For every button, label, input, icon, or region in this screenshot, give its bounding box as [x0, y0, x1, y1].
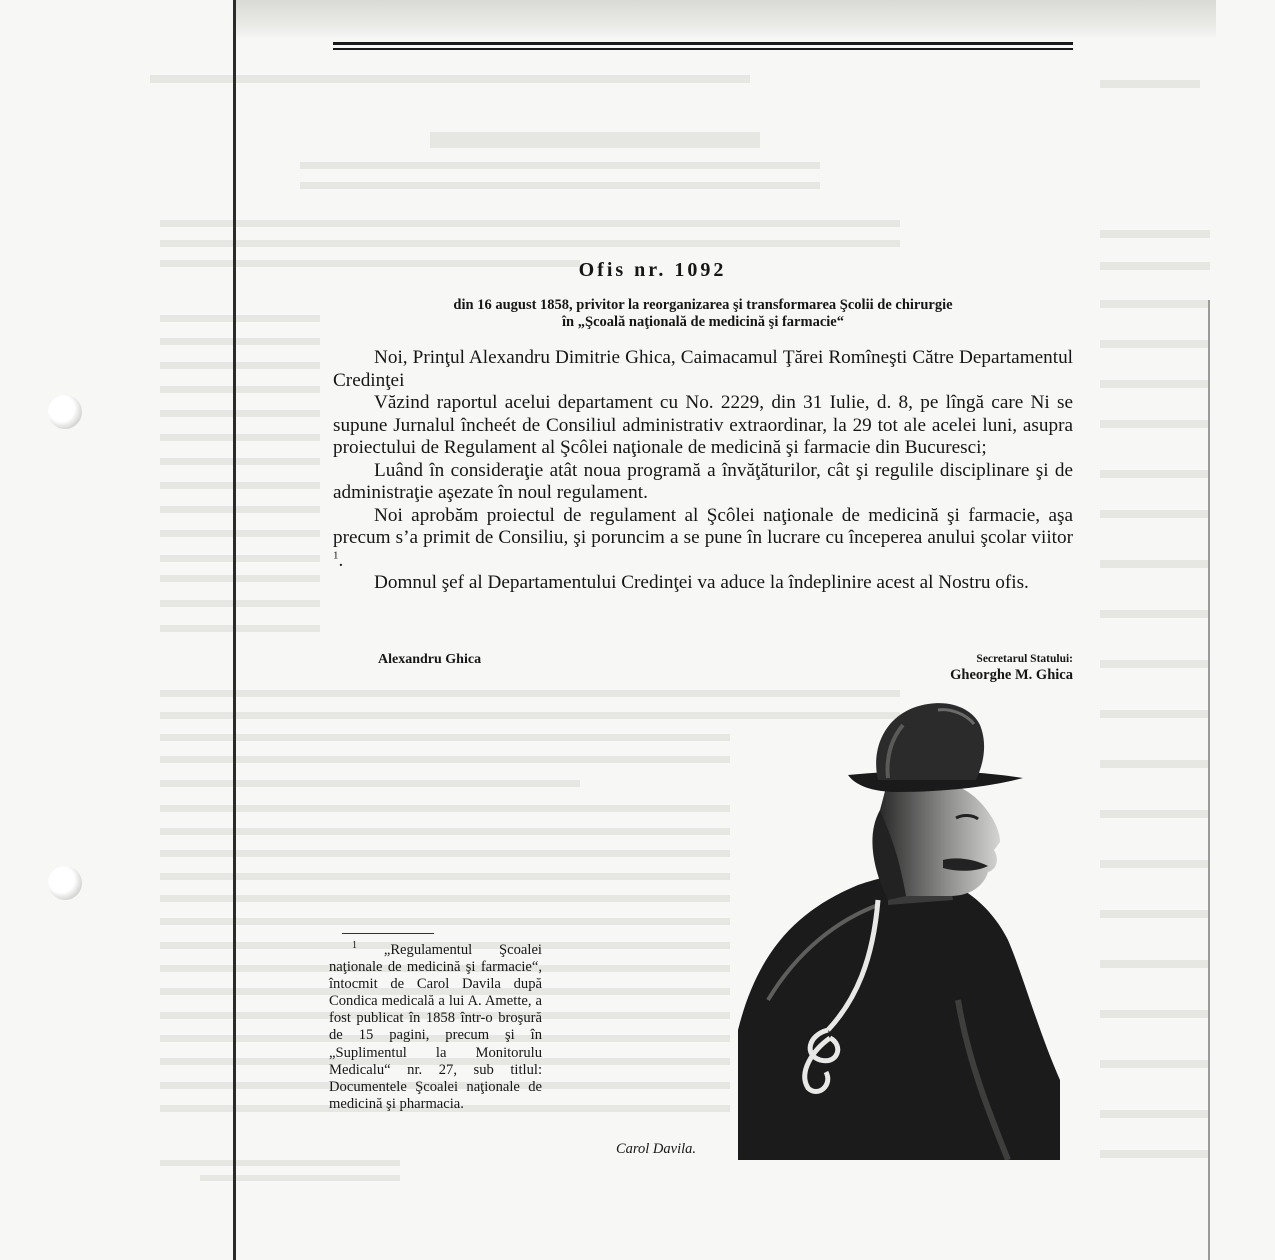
subtitle-line-2: în „Şcoală naţională de medicină şi farmacie“ [562, 314, 844, 330]
document-subtitle [333, 297, 1073, 331]
header-double-rule [333, 42, 1073, 45]
decree-body [333, 347, 1073, 595]
paragraph-2: Văzind raportul acelui departament cu No. 2229, din 31 Iulie, d. 8, pe lîngă care Ni se supune Jurnalul încheét de Consiliul administrativ extraordinar, la 29 tot ale acelei luni, asupra proiectului de Regulament al Şcôlei naţionale de medicină şi farmacie din Bucuresci; [333, 392, 1073, 458]
footnote-marker: 1 [352, 940, 357, 952]
punch-hole-upper [48, 395, 82, 429]
subtitle-line-1: din 16 august 1858, privitor la reorganizarea şi transformarea Şcolii de chirurgie [453, 297, 953, 313]
page-edge-line [1208, 300, 1210, 1260]
paragraph-3: Luând în consideraţie atât noua programă a învăţăturilor, cât şi regulile disciplinare şi de administraţie aşezate în noul regulament. [333, 459, 1073, 503]
footnote-reference: 1 [333, 549, 339, 562]
portrait-carol-davila [738, 700, 1060, 1160]
punch-hole-lower [48, 866, 82, 900]
paragraph-5: Domnul şef al Departamentului Credinţei va aduce la îndeplinire acest al Nostru ofis. [374, 572, 1029, 593]
paragraph-1: Noi, Prinţul Alexandru Dimitrie Ghica, Caimacamul Ţărei Romîneşti Către Departamentul Credinţei [333, 347, 1073, 391]
page-fold-line [233, 0, 236, 1260]
portrait-caption: Carol Davila. [616, 1141, 697, 1157]
footnote [329, 942, 542, 1113]
paragraph-4-end: . [338, 549, 344, 571]
scan-shadow-top [236, 0, 1216, 40]
signature-secretary-label: Secretarul Statului: [976, 653, 1073, 665]
signature-secretary-name: Gheorghe M. Ghica [950, 667, 1073, 683]
footnote-text: „Regulamentul Şcoalei naţionale de medicină şi farmacie“, întocmit de Carol Davila după Condica medicală a lui A. Amette, a fost publicat în 1858 într-o broşură de 15 pagini, precum şi în „Suplimentul la Monitorulu Medicalu“ nr. 27, sub titlul: Documentele Şcoalei naţionale de medicină şi pharmacia. [329, 942, 542, 1112]
header-double-rule-lower [333, 48, 1073, 50]
signature-secretary [950, 653, 1073, 684]
footnote-divider [342, 933, 434, 934]
paragraph-4-text: Noi aprobăm proiectul de regulament al Şcôlei naţionale de medicină şi farmacie, aşa precum s’a primit de Consiliu, şi poruncim a se pune în lucrare cu începerea anului şcolar viitor [333, 504, 1073, 548]
document-title: Ofis nr. 1092 [578, 259, 727, 281]
signature-prince: Alexandru Ghica [378, 652, 482, 667]
paragraph-4 [333, 505, 1073, 573]
